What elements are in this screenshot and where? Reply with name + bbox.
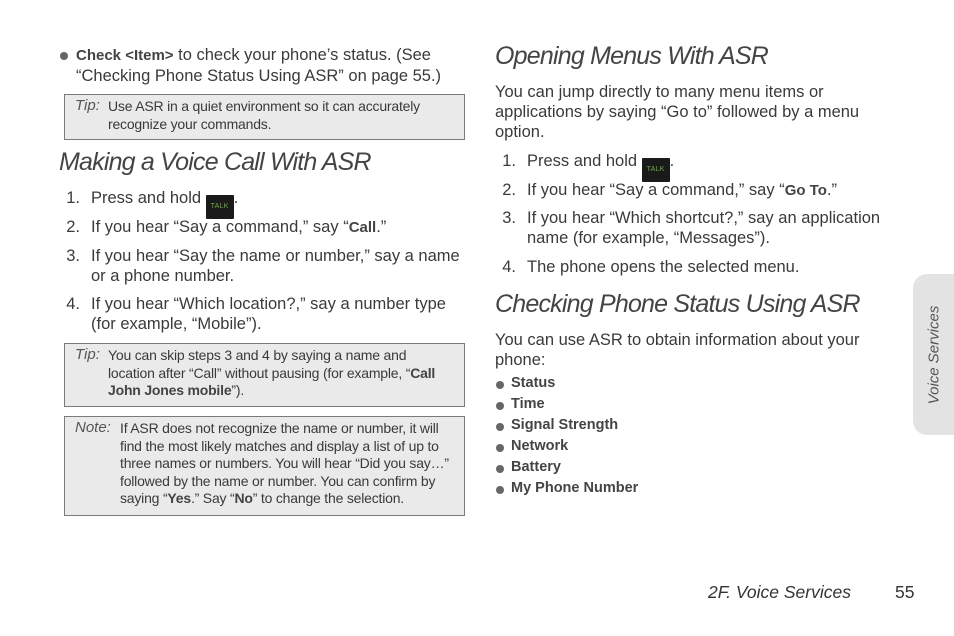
status-bullet-list: Status Time Signal Strength Network Battery My Phone Number [496,374,796,504]
tip-label: Tip: [75,97,100,114]
section-heading-checking-status: Checking Phone Status Using ASR [495,290,860,318]
section-heading-opening-menus: Opening Menus With ASR [495,42,769,70]
footer-section-title: 2F. Voice Services [708,582,851,602]
note-label: Note: [75,419,111,436]
tip-text: Use ASR in a quiet environment so it can accurately recognize your commands. [108,98,420,132]
tip-box-2 [64,343,465,407]
talk-key-icon: TALK [206,195,234,219]
note-text: If ASR does not recognize the name or number, it will find the most likely matches and display a list of up to three names or numbers. You will hear “Did you say…” followed by the name or number. You can confirm by saying “Yes.” Say “No” to change the selection. [120,420,449,506]
talk-key-icon: TALK [642,158,670,182]
note-box [64,416,465,516]
intro-bullet-bold: Check <Item> [76,47,174,64]
intro-bullet-text: Check <Item> to check your phone’s status. (See “Checking Phone Status Using ASR” on page 55.) [76,46,442,85]
opening-menus-paragraph: You can jump directly to many menu items or applications by saying “Go to” followed by a menu option. [495,83,860,141]
side-section-tab [913,274,954,435]
checking-status-paragraph: You can use ASR to obtain information about your phone: [495,331,860,369]
side-tab-label: Voice Services [925,305,942,404]
page-number: 55 [895,582,915,602]
tip-box-1 [64,94,465,140]
section-heading-making-call: Making a Voice Call With ASR [59,148,371,176]
tip-label: Tip: [75,346,100,363]
bullet-dot [60,52,68,60]
tip-text: You can skip steps 3 and 4 by saying a name and location after “Call” without pausing (for example, “Call John Jones mobile”). [108,347,436,398]
